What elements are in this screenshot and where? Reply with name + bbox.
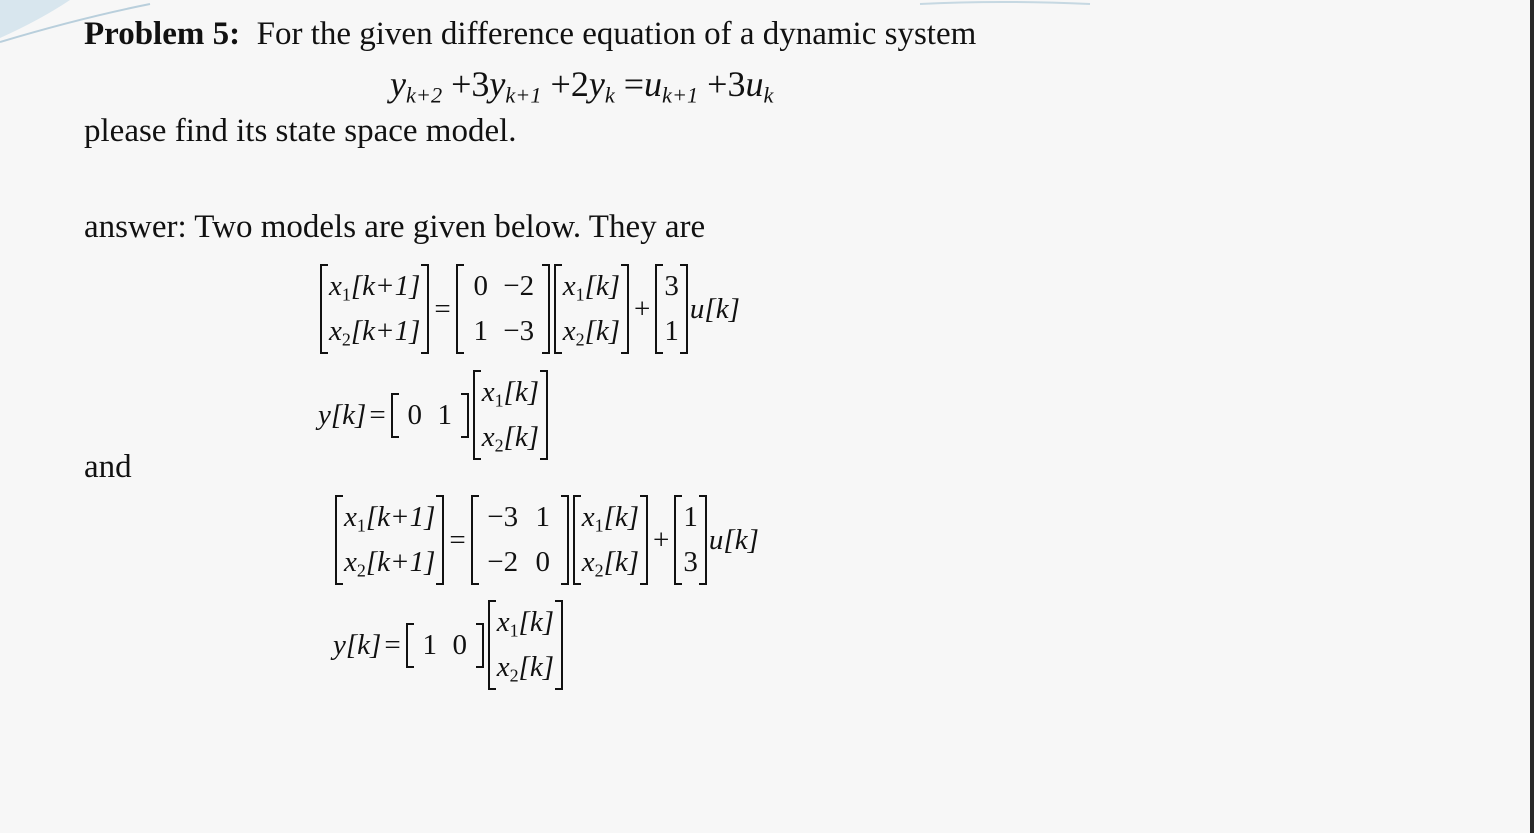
problem-intro: For the given difference equation of a dynamic system: [256, 16, 977, 52]
model1-C-matrix: 0 1: [391, 393, 469, 438]
model1-output-state-vector: $x_1[k]$ $x_2[k]$: [473, 370, 548, 460]
model2-state-vector: $x_1[k]$ $x_2[k]$: [573, 495, 648, 585]
model2-next-state-vector: $x_1[k+1]$ $x_2[k+1]$: [335, 495, 444, 585]
problem-line: [84, 18, 976, 51]
connector-and: and: [84, 449, 132, 485]
model1-state-vector: $x_1[k]$ $x_2[k]$: [554, 264, 629, 354]
model1-B-vector: 3 1: [655, 264, 688, 354]
model1-output-equation: y[k] = 0 1 $x_1[k]$ $x_2[k]$: [318, 370, 550, 460]
model2-output-equation: y[k] = 1 0 $x_1[k]$ $x_2[k]$: [333, 600, 565, 690]
model2-state-equation: $x_1[k+1]$ $x_2[k+1]$ = −3 1 −2 0 $x_1[k]$ $x_2[k]$ + 1 3 u[k]: [333, 495, 759, 585]
model1-state-equation: $x_1[k+1]$ $x_2[k+1]$ = 0 −2 1 −3 $x_1[k]$ $x_2[k]$ + 3 1 u[k]: [318, 264, 740, 354]
model2-input: u[k]: [708, 523, 759, 556]
model1-input: u[k]: [689, 292, 740, 325]
answer-intro: answer: Two models are given below. They are: [84, 209, 706, 245]
model2-C-matrix: 1 0: [406, 623, 484, 668]
model2-B-vector: 1 3: [674, 495, 707, 585]
model1-next-state-vector: $x_1[k+1]$ $x_2[k+1]$: [320, 264, 429, 354]
problem-request: please find its state space model.: [84, 113, 517, 149]
model2-A-matrix: −3 1 −2 0: [471, 495, 569, 585]
problem-label: Problem 5:: [84, 16, 241, 52]
model1-output-lhs: y[k]: [318, 398, 367, 431]
right-edge-bar: [1530, 0, 1534, 833]
model2-output-state-vector: $x_1[k]$ $x_2[k]$: [488, 600, 563, 690]
model1-A-matrix: 0 −2 1 −3: [456, 264, 550, 354]
difference-equation: $y_{k+2} +3y_{k+1} +2y_k =u_{k+1} +3u_k$: [390, 64, 774, 108]
model2-output-lhs: y[k]: [333, 628, 382, 661]
